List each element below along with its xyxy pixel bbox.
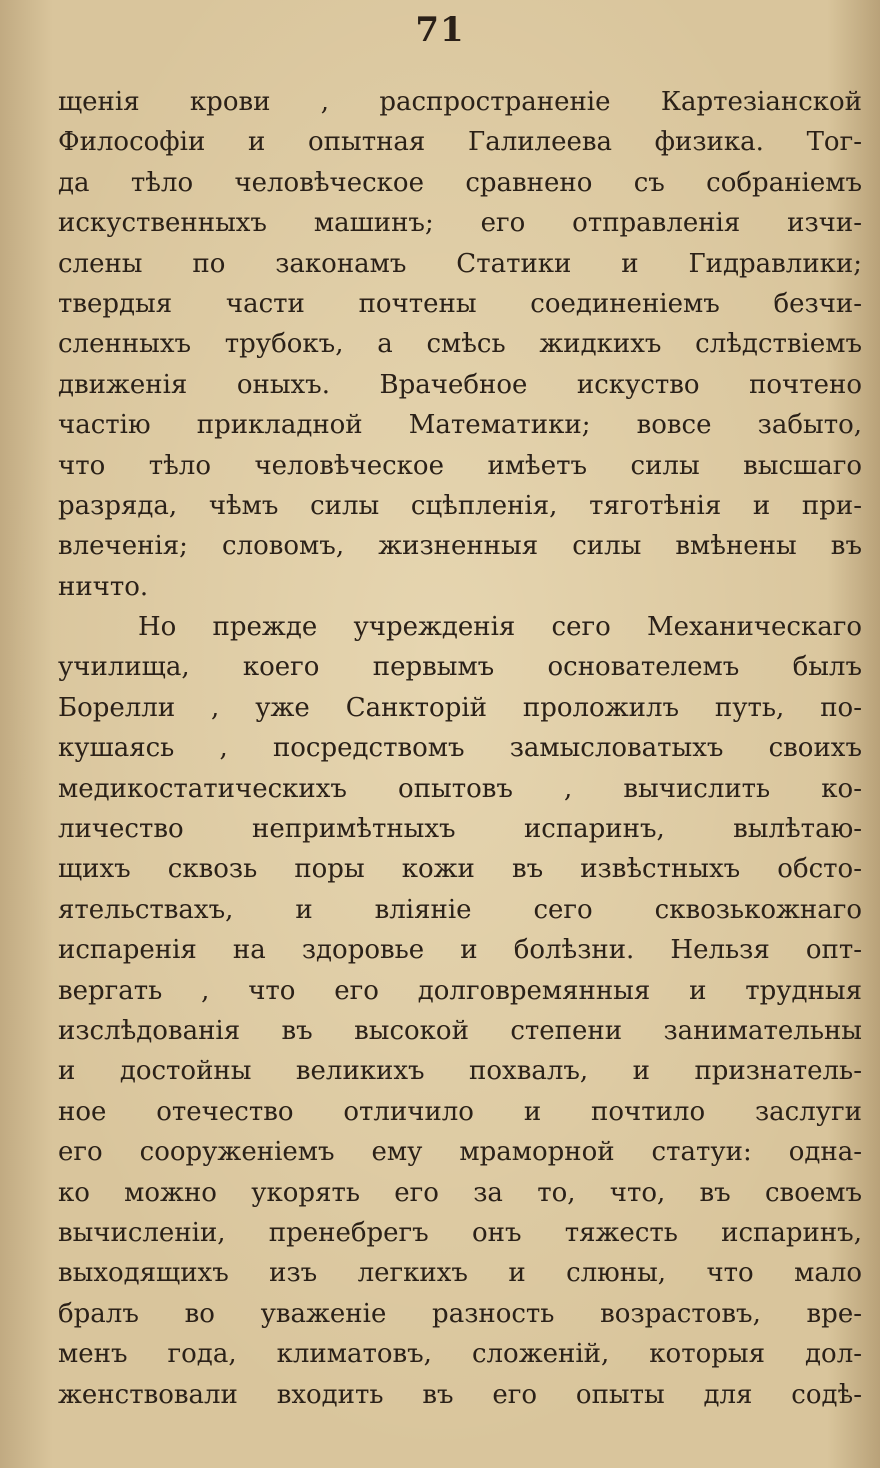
text-line: щенія крови , распространеніе Картезіанской (58, 87, 862, 117)
text-line: и достойны великихъ похвалъ, и признатель- (58, 1056, 862, 1087)
text-line: бралъ во уваженіе разность возрастовъ, вре- (58, 1298, 862, 1329)
text-line: изслѣдованія въ высокой степени занимательны (58, 1015, 862, 1046)
text-line: да тѣло человѣческое сравнено съ собраніемъ (58, 167, 862, 198)
text-line: разряда, чѣмъ силы сцѣпленія, тяготѣнія и при- (58, 490, 862, 521)
text-line: ятельствахъ, и вліяніе сего сквозькожнаго (58, 894, 862, 925)
text-line: сленныхъ трубокъ, а смѣсь жидкихъ слѣдствіемъ (58, 329, 862, 360)
text-line: его сооруженіемъ ему мраморной статуи: одна- (58, 1137, 862, 1168)
text-line: вычисленіи, пренебрегъ онъ тяжесть испаринъ, (58, 1217, 862, 1248)
page-number: 71 (415, 10, 465, 50)
body-text (58, 82, 862, 1415)
text-line: кушаясь , посредствомъ замысловатыхъ своихъ (58, 733, 862, 764)
text-line: щихъ сквозь поры кожи въ извѣстныхъ обсто- (58, 854, 862, 885)
text-line: что тѣло человѣческое имѣетъ силы высшаго (58, 450, 862, 481)
text-line: ничто. (58, 571, 149, 602)
text-line: женствовали входить въ его опыты для содѣ- (58, 1379, 862, 1410)
text-line: твердыя части почтены соединеніемъ безчи- (58, 288, 862, 319)
text-line: искуственныхъ машинъ; его отправленія изчи- (58, 208, 862, 239)
text-line: училища, коего первымъ основателемъ былъ (58, 652, 862, 683)
text-line: ко можно укорять его за то, что, въ своемъ (58, 1177, 862, 1208)
text-line: движенія оныхъ. Врачебное искуство почтено (58, 369, 862, 400)
text-line: Но прежде учрежденія сего Механическаго (138, 612, 862, 643)
text-line: медикостатическихъ опытовъ , вычислить ко- (58, 773, 862, 804)
text-line: Борелли , уже Санкторій проложилъ путь, по- (58, 692, 862, 723)
text-line: ное отечество отличило и почтило заслуги (58, 1096, 862, 1127)
text-line: выходящихъ изъ легкихъ и слюны, что мало (58, 1258, 862, 1289)
text-line: Философіи и опытная Галилеева физика. Тог- (58, 127, 862, 158)
text-line: личество непримѣтныхъ испаринъ, вылѣтаю- (58, 814, 862, 845)
text-line: вергать , что его долговремянныя и трудныя (58, 975, 862, 1006)
text-line: испаренія на здоровье и болѣзни. Нельзя опт- (58, 935, 862, 966)
text-line: частію прикладной Математики; вовсе забыто, (58, 410, 862, 441)
text-line: слены по законамъ Статики и Гидравлики; (58, 248, 862, 279)
text-line: влеченія; словомъ, жизненныя силы вмѣнены въ (58, 531, 862, 562)
text-line: менъ года, климатовъ, сложеній, которыя дол- (58, 1339, 862, 1370)
